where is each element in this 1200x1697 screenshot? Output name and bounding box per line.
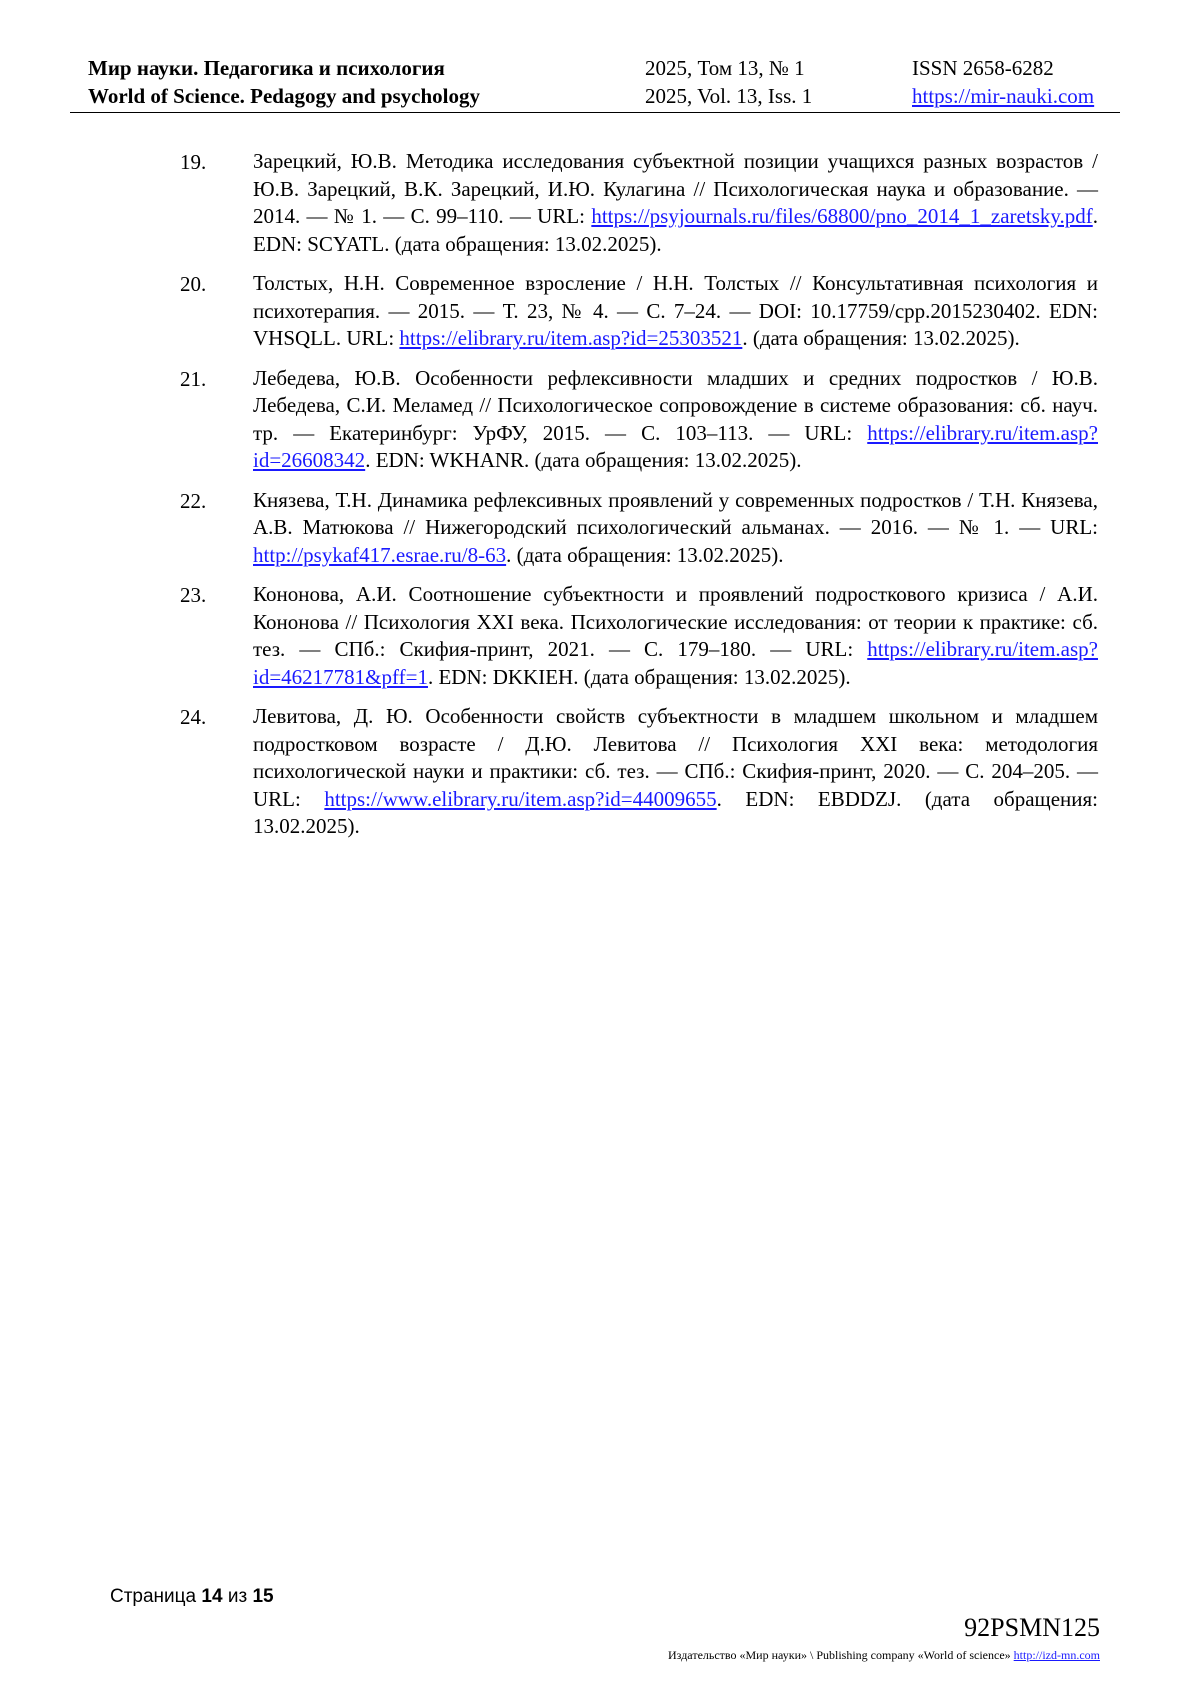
reference-number: 19. bbox=[180, 150, 207, 174]
reference-text: Толстых, Н.Н. Современное взросление / Н.Н. Толстых // Консультативная психология и психотерапия. — 2015. — Т. 23, № 4. — С. 7–24. — DOI: 10.17759/cpp.2015230402. EDN: VHSQLL. URL: https://elibrary.ru/item.asp?id=25303521. (дата обращения: 13.02.2025). bbox=[253, 271, 1098, 350]
reference-link[interactable]: https://elibrary.ru/item.asp?id=46217781&pff=1 bbox=[253, 637, 1098, 689]
reference-number: 21. bbox=[180, 366, 207, 391]
reference-item bbox=[180, 703, 1098, 841]
page-label: Страница bbox=[110, 1586, 197, 1607]
reference-item bbox=[180, 148, 1098, 258]
reference-item bbox=[180, 270, 1098, 353]
issue-ru: 2025, Том 13, № 1 bbox=[645, 56, 805, 80]
reference-text: Князева, Т.Н. Динамика рефлексивных проявлений у современных подростков / Т.Н. Князева, А.В. Матюкова // Нижегородский психологический альманах. — 2016. — № 1. — URL: http://psykaf417.esrae.ru/8-63. (дата обращения: 13.02.2025). bbox=[253, 487, 1098, 567]
journal-title bbox=[88, 54, 480, 110]
reference-number: 23. bbox=[180, 583, 207, 607]
reference-text: Левитова, Д. Ю. Особенности свойств субъектности в младшем школьном и младшем подростковом возрасте / Д.Ю. Левитова // Психология XXI века: методология психологической науки и практики: сб. тез. — СПб.: Скифия-принт, 2020. — С. 204–205. — URL: https://www.elibrary.ru/item.asp?id=44009655. EDN: EBDDZJ. (дата обращения: 13.02.2025). bbox=[253, 704, 1098, 838]
reference-link[interactable]: https://elibrary.ru/item.asp?id=26608342 bbox=[253, 420, 1098, 472]
journal-title-ru: Мир науки. Педагогика и психология bbox=[88, 56, 445, 80]
page-total: 15 bbox=[252, 1586, 274, 1607]
issue-info bbox=[645, 54, 812, 110]
reference-text: Лебедева, Ю.В. Особенности рефлексивности младших и средних подростков / Ю.В. Лебедева, С.И. Меламед // Психологическое сопровождение в системе образования: сб. науч. тр. — Екатеринбург: УрФУ, 2015. — С. 103–113. — URL: https://elibrary.ru/item.asp?id=26608342. EDN: WKHANR. (дата обращения: 13.02.2025). bbox=[253, 365, 1098, 472]
page-current: 14 bbox=[201, 1586, 223, 1607]
journal-site-link[interactable]: https://mir-nauki.com bbox=[912, 84, 1095, 108]
reference-list bbox=[180, 148, 1098, 853]
reference-item bbox=[180, 581, 1098, 691]
reference-number: 20. bbox=[180, 272, 207, 296]
journal-title-en: World of Science. Pedagogy and psychology bbox=[88, 84, 481, 108]
reference-number: 22. bbox=[180, 488, 207, 513]
reference-number: 24. bbox=[180, 705, 207, 729]
reference-link[interactable]: http://psykaf417.esrae.ru/8-63 bbox=[253, 542, 507, 567]
reference-link[interactable]: https://psyjournals.ru/files/68800/pno_2014_1_zaretsky.pdf bbox=[591, 204, 1093, 228]
article-code: 92PSMN125 bbox=[964, 1613, 1100, 1642]
issn-info bbox=[912, 54, 1094, 110]
publisher-text: Издательство «Мир науки» \ Publishing company «World of science» bbox=[668, 1648, 1011, 1662]
issue-en: 2025, Vol. 13, Iss. 1 bbox=[645, 84, 813, 108]
reference-link[interactable]: https://elibrary.ru/item.asp?id=25303521 bbox=[399, 326, 743, 350]
reference-text: Кононова, А.И. Соотношение субъектности и проявлений подросткового кризиса / А.И. Кононова // Психология XXI века. Психологические исследования: от теории к практике: сб. тез. — СПб.: Скифия-принт, 2021. — С. 179–180. — URL: https://elibrary.ru/item.asp?id=46217781&pff=1. EDN: DKKIEH. (дата обращения: 13.02.2025). bbox=[253, 582, 1098, 689]
page-counter bbox=[110, 1586, 274, 1608]
publisher-line bbox=[668, 1648, 1100, 1663]
issn: ISSN 2658-6282 bbox=[912, 56, 1054, 80]
reference-link[interactable]: https://www.elibrary.ru/item.asp?id=44009655 bbox=[324, 786, 717, 811]
reference-item bbox=[180, 365, 1098, 475]
publisher-link[interactable]: http://izd-mn.com bbox=[1013, 1648, 1100, 1662]
reference-item bbox=[180, 487, 1098, 570]
reference-text: Зарецкий, Ю.В. Методика исследования субъектной позиции учащихся разных возрастов / Ю.В. Зарецкий, В.К. Зарецкий, И.Ю. Кулагина // Психологическая наука и образование. — 2014. — № 1. — С. 99–110. — URL: https://psyjournals.ru/files/68800/pno_2014_1_zaretsky.pdf. EDN: SCYATL. (дата обращения: 13.02.2025). bbox=[253, 149, 1098, 256]
page-header bbox=[70, 52, 1120, 113]
page-of: из bbox=[227, 1586, 248, 1607]
